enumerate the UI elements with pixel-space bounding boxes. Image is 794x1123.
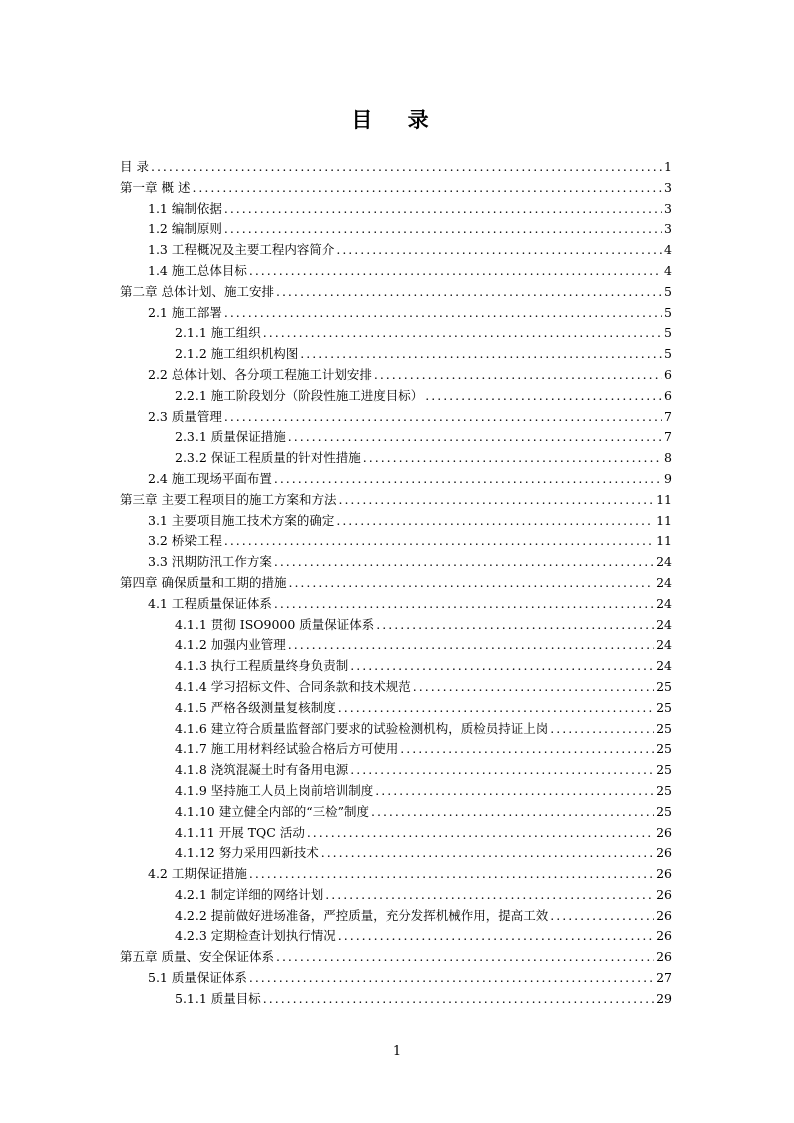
toc-leader-dots [249, 261, 662, 282]
toc-leader-dots [338, 926, 654, 947]
toc-entry-page: 26 [656, 866, 672, 882]
toc-entry[interactable] [120, 365, 672, 386]
toc-entry-label: 1.4 施工总体目标 [148, 262, 247, 278]
toc-leader-dots [224, 407, 662, 428]
toc-entry-label: 2.3.1 质量保证措施 [175, 429, 286, 445]
toc-entry-label: 第五章 质量、安全保证体系 [120, 949, 274, 965]
toc-entry-page: 3 [664, 179, 672, 195]
toc-entry-page: 25 [656, 678, 672, 694]
toc-entry[interactable] [120, 739, 672, 760]
toc-entry-page: 27 [656, 970, 672, 986]
toc-entry-label: 4.1.10 建立健全内部的“三检”制度 [175, 803, 370, 819]
toc-entry-label: 5.1 质量保证体系 [148, 970, 247, 986]
toc-entry-page: 25 [656, 782, 672, 798]
toc-leader-dots [224, 531, 654, 552]
toc-entry-label: 4.1 工程质量保证体系 [148, 595, 272, 611]
toc-entry-label: 第四章 确保质量和工期的措施 [120, 574, 287, 590]
toc-entry[interactable] [120, 947, 672, 968]
toc-entry-page: 26 [656, 824, 672, 840]
toc-entry-label: 4.1.5 严格各级测量复核制度 [175, 699, 336, 715]
toc-leader-dots [288, 427, 662, 448]
toc-leader-dots [321, 843, 654, 864]
toc-leader-dots [338, 698, 654, 719]
toc-entry-page: 11 [656, 491, 672, 507]
toc-leader-dots [263, 989, 654, 1010]
toc-entry-page: 24 [656, 574, 672, 590]
toc-leader-dots [224, 303, 662, 324]
toc-entry[interactable] [120, 926, 672, 947]
toc-entry-label: 4.1.11 开展 TQC 活动 [175, 824, 305, 840]
toc-entry[interactable] [120, 552, 672, 573]
toc-entry-label: 3.1 主要项目施工技术方案的确定 [148, 512, 335, 528]
toc-entry-label: 1.3 工程概况及主要工程内容简介 [148, 242, 335, 258]
toc-entry-page: 26 [656, 928, 672, 944]
toc-entry-label: 4.1.3 执行工程质量终身负责制 [175, 658, 349, 674]
toc-entry-label: 1.2 编制原则 [148, 221, 222, 237]
toc-leader-dots [371, 802, 654, 823]
toc-entry-label: 2.1 施工部署 [148, 304, 222, 320]
toc-leader-dots [224, 199, 662, 220]
toc-entry[interactable] [120, 698, 672, 719]
toc-leader-dots [276, 947, 654, 968]
toc-entry-label: 3.3 汛期防汛工作方案 [148, 554, 272, 570]
toc-leader-dots [375, 781, 654, 802]
toc-entry[interactable] [120, 594, 672, 615]
toc-entry[interactable] [120, 635, 672, 656]
toc-entry[interactable] [120, 490, 672, 511]
toc-entry-label: 4.1.7 施工用材料经试验合格后方可使用 [175, 741, 399, 757]
toc-entry[interactable] [120, 656, 672, 677]
toc-entry-label: 第三章 主要工程项目的施工方案和方法 [120, 491, 337, 507]
toc-entry[interactable] [120, 573, 672, 594]
toc-entry-label: 4.1.1 贯彻 ISO9000 质量保证体系 [175, 616, 375, 632]
toc-entry-label: 2.4 施工现场平面布置 [148, 470, 272, 486]
toc-entry-page: 26 [656, 949, 672, 965]
toc-entry[interactable] [120, 427, 672, 448]
toc-leader-dots [276, 282, 662, 303]
toc-leader-dots [550, 719, 654, 740]
toc-entry-page: 24 [656, 658, 672, 674]
toc-entry-label: 4.1.6 建立符合质量监督部门要求的试验检测机构，质检员持证上岗 [175, 720, 549, 736]
toc-leader-dots [376, 615, 654, 636]
toc-entry-page: 26 [656, 907, 672, 923]
toc-entry-page: 8 [664, 450, 672, 466]
toc-entry[interactable] [120, 448, 672, 469]
toc-entry[interactable] [120, 199, 672, 220]
toc-leader-dots [224, 219, 662, 240]
toc-entry[interactable] [120, 802, 672, 823]
toc-leader-dots [263, 323, 662, 344]
toc-entry-label: 2.3.2 保证工程质量的针对性措施 [175, 450, 361, 466]
toc-entry-label: 3.2 桥梁工程 [148, 533, 222, 549]
toc-entry[interactable] [120, 615, 672, 636]
toc-entry-label: 4.1.12 努力采用四新技术 [175, 845, 319, 861]
toc-leader-dots [336, 240, 662, 261]
toc-leader-dots [307, 823, 654, 844]
toc-leader-dots [249, 864, 654, 885]
toc-entry-page: 25 [656, 699, 672, 715]
toc-entry-label: 4.2.3 定期检查计划执行情况 [175, 928, 336, 944]
toc-leader-dots [338, 490, 654, 511]
toc-entry-page: 7 [664, 408, 672, 424]
toc-entry-page: 5 [664, 283, 672, 299]
toc-entry-page: 4 [664, 242, 672, 258]
toc-entry[interactable] [120, 843, 672, 864]
toc-entry[interactable] [120, 823, 672, 844]
toc-entry[interactable] [120, 760, 672, 781]
toc-leader-dots [288, 635, 654, 656]
toc-entry[interactable] [120, 407, 672, 428]
toc-entry[interactable] [120, 511, 672, 532]
toc-leader-dots [350, 760, 654, 781]
toc-leader-dots [274, 469, 662, 490]
toc-leader-dots [151, 157, 662, 178]
toc-entry[interactable] [120, 469, 672, 490]
toc-entry-page: 26 [656, 886, 672, 902]
toc-entry-page: 29 [656, 990, 672, 1006]
toc-leader-dots [249, 968, 654, 989]
toc-leader-dots [400, 739, 654, 760]
toc-entry[interactable] [120, 178, 672, 199]
toc-entry-page: 9 [664, 470, 672, 486]
toc-leader-dots [300, 344, 662, 365]
toc-entry-page: 11 [656, 512, 672, 528]
toc-entry[interactable] [120, 219, 672, 240]
toc-entry[interactable] [120, 968, 672, 989]
table-of-contents [120, 157, 672, 1010]
toc-entry[interactable] [120, 781, 672, 802]
toc-leader-dots [374, 365, 662, 386]
toc-entry[interactable] [120, 885, 672, 906]
toc-entry-page: 7 [664, 429, 672, 445]
toc-entry[interactable] [120, 261, 672, 282]
toc-entry[interactable] [120, 157, 672, 178]
toc-entry-page: 5 [664, 304, 672, 320]
toc-entry-label: 4.1.8 浇筑混凝土时有备用电源 [175, 762, 349, 778]
toc-entry-label: 4.2.1 制定详细的网络计划 [175, 886, 324, 902]
toc-entry-label: 4.2 工期保证措施 [148, 866, 247, 882]
toc-leader-dots [192, 178, 662, 199]
toc-entry-page: 1 [664, 159, 672, 174]
toc-leader-dots [413, 677, 654, 698]
toc-entry[interactable] [120, 323, 672, 344]
toc-entry-page: 6 [664, 366, 672, 382]
toc-entry-label: 第二章 总体计划、施工安排 [120, 283, 274, 299]
toc-entry-page: 25 [656, 803, 672, 819]
toc-entry-page: 25 [656, 762, 672, 778]
toc-entry-page: 4 [664, 262, 672, 278]
toc-leader-dots [350, 656, 654, 677]
toc-entry[interactable] [120, 989, 672, 1010]
toc-leader-dots [325, 885, 654, 906]
toc-entry-label: 4.1.4 学习招标文件、合同条款和技术规范 [175, 678, 411, 694]
toc-entry-page: 24 [656, 554, 672, 570]
toc-entry-label: 2.2 总体计划、各分项工程施工计划安排 [148, 366, 372, 382]
toc-entry[interactable] [120, 344, 672, 365]
toc-entry-page: 6 [664, 387, 672, 403]
toc-entry-page: 25 [656, 720, 672, 736]
toc-entry-page: 24 [656, 637, 672, 653]
toc-entry[interactable] [120, 677, 672, 698]
toc-entry-label: 2.1.1 施工组织 [175, 325, 261, 341]
toc-entry-label: 5.1.1 质量目标 [175, 990, 261, 1006]
toc-entry-label: 2.2.1 施工阶段划分（阶段性施工进度目标） [175, 387, 424, 403]
toc-leader-dots [274, 552, 654, 573]
toc-entry[interactable] [120, 282, 672, 303]
toc-entry-page: 5 [664, 346, 672, 362]
page-number: 1 [392, 1044, 402, 1059]
toc-entry-label: 4.2.2 提前做好进场准备，严控质量，充分发挥机械作用，提高工效 [175, 907, 549, 923]
toc-entry-page: 24 [656, 616, 672, 632]
toc-entry-page: 11 [656, 533, 672, 549]
toc-entry-page: 24 [656, 595, 672, 611]
toc-entry[interactable] [120, 906, 672, 927]
toc-entry[interactable] [120, 303, 672, 324]
toc-entry-page: 3 [664, 221, 672, 237]
toc-entry-page: 5 [664, 325, 672, 341]
toc-leader-dots [425, 386, 662, 407]
toc-entry-label: 第一章 概 述 [120, 179, 191, 195]
toc-leader-dots [274, 594, 654, 615]
toc-leader-dots [288, 573, 654, 594]
toc-leader-dots [336, 511, 654, 532]
toc-entry-page: 26 [656, 845, 672, 861]
toc-leader-dots [363, 448, 662, 469]
toc-leader-dots [550, 906, 654, 927]
toc-entry[interactable] [120, 864, 672, 885]
toc-entry-label: 4.1.9 坚持施工人员上岗前培训制度 [175, 782, 374, 798]
toc-entry[interactable] [120, 531, 672, 552]
toc-entry-label: 4.1.2 加强内业管理 [175, 637, 286, 653]
toc-entry-label: 2.3 质量管理 [148, 408, 222, 424]
toc-entry-label: 2.1.2 施工组织机构图 [175, 346, 299, 362]
toc-entry[interactable] [120, 386, 672, 407]
toc-entry-page: 25 [656, 741, 672, 757]
toc-entry-label: 1.1 编制依据 [148, 200, 222, 216]
toc-entry-page: 3 [664, 200, 672, 216]
toc-entry-label: 目 录 [120, 159, 149, 174]
toc-entry[interactable] [120, 240, 672, 261]
toc-entry[interactable] [120, 719, 672, 740]
page-title: 目 录 [351, 107, 443, 132]
